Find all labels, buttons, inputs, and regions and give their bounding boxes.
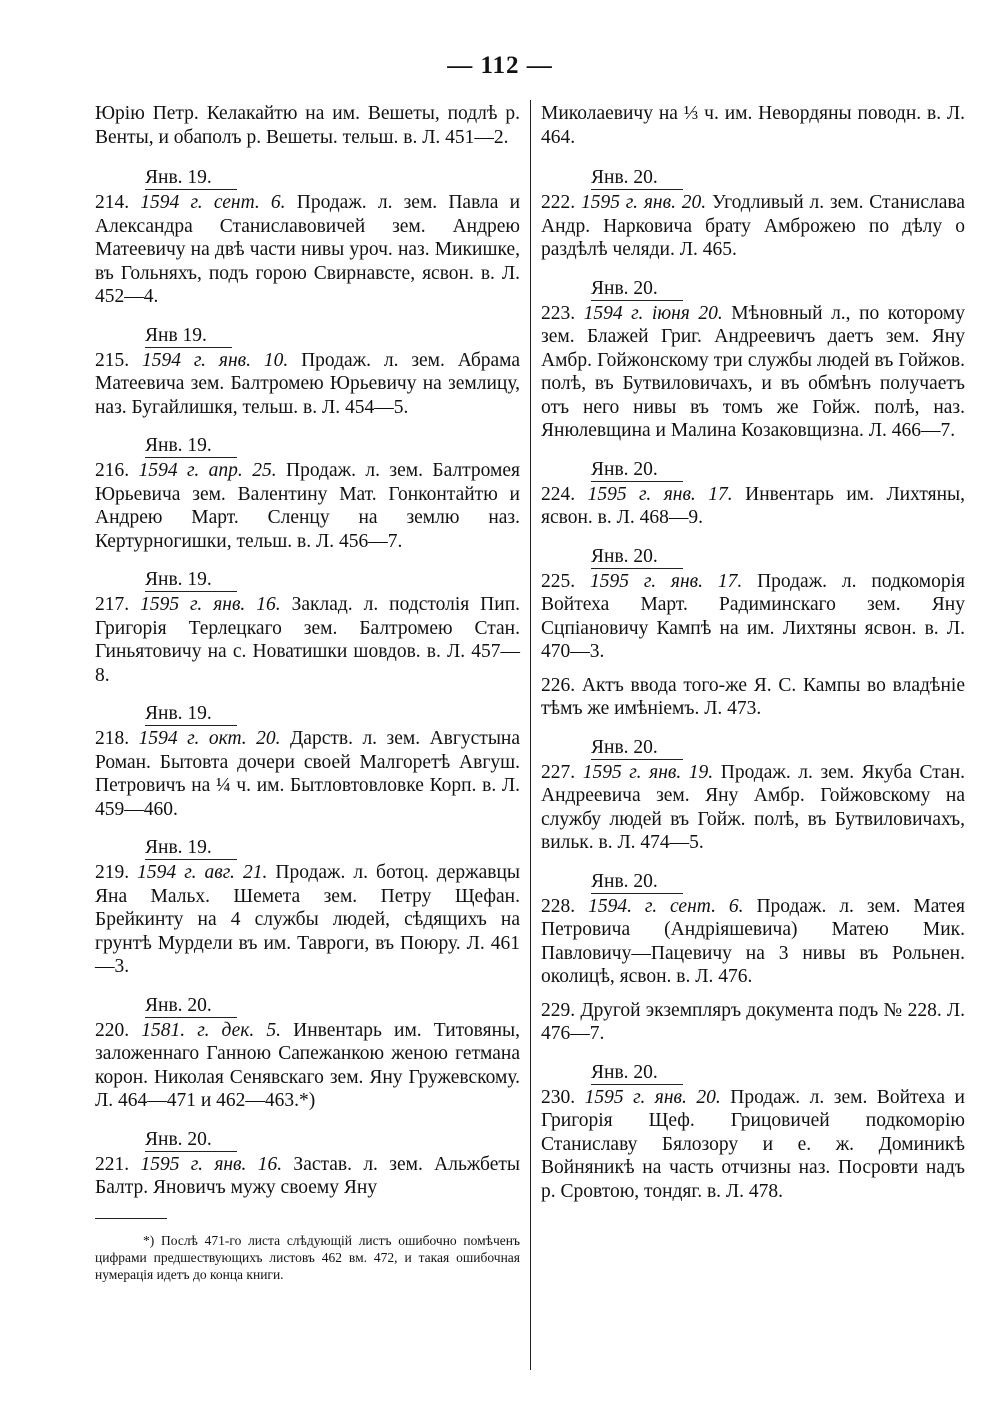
entry-body: Продаж. л. зем. Павла и Александра Станиславовичей зем. Андрею Матеевичу на двѣ части нивы уроч. наз. Микишке, въ Гольняхъ, подъ горою Свирнавсте, ясвон. в. Л. 452—4. [95, 192, 521, 307]
entry-body: Продаж. л. зем. Войтеха и Григорія Щеф. Грицовичей подкоморію Станиславу Бялозору и е. ж. Доминикѣ Войняникѣ на часть отчизны наз. Посровти надъ р. Сровтою, тондяг. в. Л. 478. [541, 1086, 965, 1202]
register-entry [541, 855, 965, 989]
entry-document-date: 1594 г. апр. 25. [138, 460, 277, 481]
entry-text [95, 861, 520, 979]
entry-document-date: 1594 г. авг. 21. [137, 862, 268, 883]
entry-number: 220. [95, 1019, 130, 1041]
entry-number: 217. [95, 594, 130, 615]
entry-text [541, 674, 965, 721]
entry-date: Янв. 19. [145, 569, 237, 592]
register-entry [541, 721, 965, 855]
entry-number: 215. [95, 349, 130, 371]
right-column [541, 102, 965, 1203]
entry-document-date: 1595 г. янв. 20. [584, 1086, 721, 1108]
entry-number: 216. [95, 460, 130, 481]
register-entry [95, 1113, 520, 1200]
register-entry [95, 687, 520, 821]
entry-date: Янв. 19. [145, 435, 237, 458]
entry-number: 229. [541, 999, 576, 1021]
entry-date: Янв. 19. [145, 703, 237, 726]
register-entry [541, 151, 965, 262]
entry-body: Застав. л. зем. Альжбеты Балтр. Яновичъ мужу своему Яну [95, 1153, 521, 1198]
right-entries [541, 151, 965, 1203]
register-entry [95, 979, 520, 1113]
entry-number: 218. [95, 728, 130, 749]
entry-text [95, 349, 520, 420]
entry-text [541, 483, 965, 530]
entry-document-date: 1595 г. янв. 19. [582, 761, 714, 783]
entry-body: Угодливый л. зем. Станислава Андр. Нарковича брату Амброжею по дѣлу о раздѣлѣ челяди. Л. 465. [541, 192, 965, 260]
entry-body: Актъ ввода того-же Я. С. Кампы во владѣніе тѣмъ же имѣніемъ. Л. 473. [541, 674, 965, 719]
register-entry [95, 309, 520, 420]
entry-date: Янв. 20. [591, 546, 683, 569]
register-entry [541, 664, 965, 721]
entry-body: Дарств. л. зем. Августына Роман. Бытовта дочери своей Малгоретѣ Авгуш. Петровичъ на ¼ ч. им. Бытловтовловке Корп. в. Л. 459—460. [95, 728, 521, 820]
register-entry [95, 553, 520, 687]
entry-number: 224. [541, 483, 576, 505]
entry-date: Янв. 20. [145, 995, 237, 1018]
entry-number: 214. [95, 192, 130, 213]
entry-document-date: 1581. г. дек. 5. [141, 1019, 282, 1041]
entry-date: Янв. 20. [591, 167, 683, 190]
left-intro: Юрію Петр. Келакайтю на им. Вешеты, подлѣ р. Венты, и обаполъ р. Вешеты. тельш. в. Л. 451—2. [95, 103, 520, 148]
entry-number: 226. [541, 674, 576, 696]
entry-text [95, 191, 520, 309]
entry-spacer [541, 989, 965, 999]
entry-date: Янв. 20. [591, 737, 683, 760]
entry-text [541, 761, 965, 855]
entry-document-date: 1594 г. окт. 20. [138, 728, 281, 749]
entry-document-date: 1594 г. сент. 6. [140, 192, 286, 213]
entry-body: Заклад. л. подстолія Пип. Григорія Терлецкаго зем. Балтромею Стан. Гиньятовичу на с. Новатишки шовдов. в. Л. 457—8. [95, 594, 521, 686]
entry-document-date: 1595 г. янв. 16. [140, 594, 281, 615]
entry-number: 230. [541, 1086, 576, 1108]
entry-number: 223. [541, 302, 576, 324]
entry-text [95, 1019, 520, 1113]
entry-text [541, 895, 965, 989]
entry-date: Янв. 20. [591, 1062, 683, 1085]
footnote: *) Послѣ 471-го листа слѣдующій листъ ошибочно помѣченъ цифрами предшествующихъ листовъ 462 вм. 472, и такая ошибочная нумерація идетъ до конца книги. [95, 1233, 520, 1282]
entry-document-date: 1595 г. янв. 20. [580, 192, 707, 213]
entry-text [95, 459, 520, 553]
entry-document-date: 1595 г. янв. 16. [140, 1153, 283, 1175]
register-entry [541, 262, 965, 443]
entry-body: Продаж. л. зем. Балтромея Юрьевича зем. Валентину Мат. Гонконтайтю и Андрею Март. Сленцу на землю наз. Кертурногишки, тельш. в. Л. 456—7. [95, 460, 521, 552]
entry-number: 221. [95, 1153, 130, 1175]
entry-body: Продаж. л. зем. Абрама Матеевича зем. Балтромею Юрьевичу на землицу, наз. Бугайлишкя, тельш. в. Л. 454—5. [95, 349, 521, 418]
entry-body: Продаж. л. зем. Матея Петровича (Андріяшевича) Матею Мик. Павловичу—Пацевичу на 3 нивы въ Рольнен. околицѣ, ясвон. в. Л. 476. [541, 895, 966, 987]
entry-date: Янв. 19. [145, 837, 237, 860]
entry-date: Янв. 20. [591, 278, 683, 301]
entry-body: Инвентарь им. Лихтяны, ясвон. в. Л. 468—9. [541, 483, 966, 528]
entry-document-date: 1594 г. іюня 20. [583, 302, 723, 324]
entry-document-date: 1594 г. янв. 10. [141, 349, 289, 371]
entry-number: 219. [95, 862, 130, 883]
footnote-rule [95, 1218, 167, 1219]
page-number: — 112 — [447, 52, 553, 79]
entry-body: Продаж. л. зем. Якуба Стан. Андреевича зем. Яну Амбр. Гойжовскому на службу людей въ Гойж. полѣ, въ Бутвиловичахъ, вильк. в. Л. 474—5. [541, 761, 965, 853]
entry-text [95, 593, 520, 687]
column-divider [530, 100, 531, 1370]
entry-spacer [541, 664, 965, 674]
entry-text [95, 1153, 520, 1200]
left-entries [95, 151, 520, 1200]
entry-date: Янв 19. [145, 325, 232, 348]
register-entry [95, 821, 520, 979]
entry-date: Янв. 20. [591, 871, 683, 894]
entry-body: Продаж. л. подкоморія Войтеха Март. Радиминскаго зем. Яну Сцпіановичу Кампѣ на им. Лихтяны ясвон. в. Л. 470—3. [541, 570, 965, 662]
register-entry [541, 989, 965, 1046]
entry-date: Янв. 20. [591, 459, 683, 482]
entry-text [541, 1086, 965, 1204]
entry-text [541, 999, 965, 1046]
entry-number: 227. [541, 761, 576, 783]
left-column [95, 102, 520, 1297]
entry-body: Другой экземпляръ документа подъ № 228. Л. 476—7. [541, 999, 965, 1044]
entry-body: Мѣновный л., по которому зем. Блажей Григ. Андреевичъ даетъ зем. Яну Амбр. Гойжонскому три службы людей въ Гойжов. полѣ, въ Бутвиловичахъ, и въ обмѣнъ получаетъ отъ него нивы въ томъ же Гойж. полѣ, наз. Янюлевщина и Малина Козаковщизна. Л. 466—7. [541, 302, 966, 441]
entry-body: Инвентарь им. Титовяны, заложеннаго Ганною Сапежанкою женою гетмана корон. Николая Сенявскаго зем. Яну Гружевскому. Л. 464—471 и 462—463.*) [95, 1019, 520, 1111]
register-entry [95, 151, 520, 309]
register-entry [95, 419, 520, 553]
register-entry [541, 1046, 965, 1204]
entry-text [541, 570, 965, 664]
entry-body: Продаж. л. ботоц. державцы Яна Мальх. Шемета зем. Петру Щефан. Брейкинту на 4 службы людей, сѣдящихъ на грунтѣ Мурдели въ им. Тавроги, въ Поюру. Л. 461—3. [95, 862, 521, 977]
entry-document-date: 1594. г. сент. 6. [588, 895, 744, 917]
entry-text [541, 191, 965, 262]
entry-number: 225. [541, 570, 576, 592]
entry-document-date: 1595 г. янв. 17. [587, 483, 733, 505]
right-intro: Миколаевичу на ⅓ ч. им. Невордяны поводн. в. Л. 464. [541, 103, 965, 148]
entry-date: Янв. 20. [145, 1129, 237, 1152]
register-entry [541, 443, 965, 530]
entry-document-date: 1595 г. янв. 17. [589, 570, 743, 592]
entry-text [541, 302, 965, 443]
entry-number: 228. [541, 895, 576, 917]
entry-number: 222. [541, 192, 576, 213]
register-entry [541, 530, 965, 664]
entry-text [95, 727, 520, 821]
entry-date: Янв. 19. [145, 167, 237, 190]
